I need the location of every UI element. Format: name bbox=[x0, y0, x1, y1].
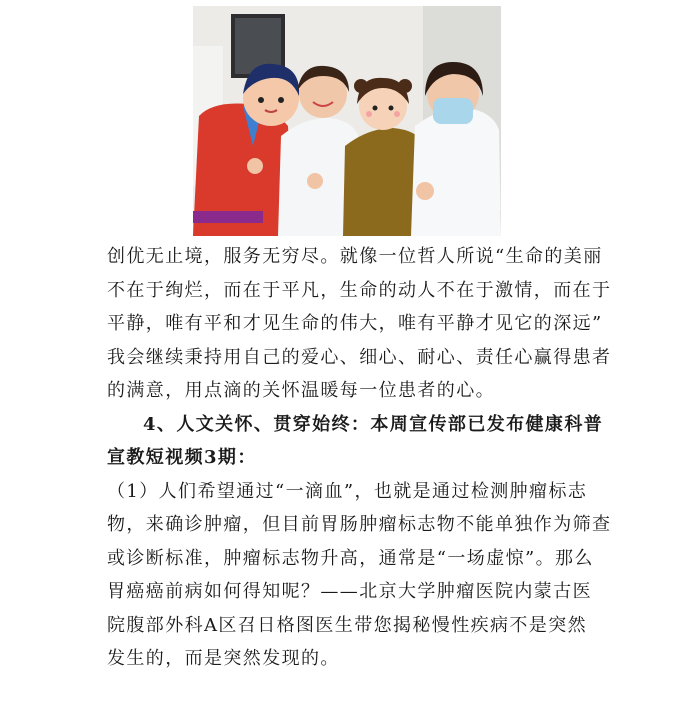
text-line: 我会继续秉持用自己的爱心、细心、耐心、责任心赢得患者 bbox=[107, 346, 612, 368]
photo-illustration bbox=[193, 6, 501, 236]
article-body bbox=[107, 240, 612, 676]
text-line: 发生的，而是突然发现的。 bbox=[107, 648, 340, 669]
item-1-paragraph bbox=[107, 475, 612, 676]
paragraph-service-reflection bbox=[107, 240, 612, 408]
section-4-first-line bbox=[107, 408, 604, 442]
section-4-lead: 本周宣传部已发布健康科普 bbox=[370, 413, 604, 435]
section-4-lead-line2: 宣教短视频3期： bbox=[107, 447, 257, 468]
text-line: 平静，唯有平和才见生命的伟大，唯有平静才见它的深远” bbox=[107, 313, 603, 334]
text-line: 院腹部外科A区召日格图医生带您揭秘慢性疾病不是突然 bbox=[107, 614, 587, 636]
text-line: 的满意，用点滴的关怀温暖每一位患者的心。 bbox=[107, 380, 495, 401]
text-line: 物，来确诊肿瘤，但目前胃肠肿瘤标志物不能单独作为筛查 bbox=[107, 514, 612, 535]
text-line: 胃癌癌前病如何得知呢？——北京大学肿瘤医院内蒙古医 bbox=[107, 581, 592, 602]
text-line: （1）人们希望通过“一滴血”，也就是通过检测肿瘤标志 bbox=[107, 480, 588, 502]
group-photo bbox=[193, 6, 501, 236]
section-4-heading: 4、人文关怀、贯穿始终： bbox=[143, 413, 371, 435]
section-4 bbox=[107, 408, 604, 475]
text-line: 不在于绚烂，而在于平凡，生命的动人不在于激情，而在于 bbox=[107, 279, 612, 301]
text-line: 或诊断标准，肿瘤标志物升高，通常是“一场虚惊”。那么 bbox=[107, 547, 594, 569]
text-line: 创优无止境，服务无穷尽。就像一位哲人所说“生命的美丽 bbox=[107, 246, 603, 267]
